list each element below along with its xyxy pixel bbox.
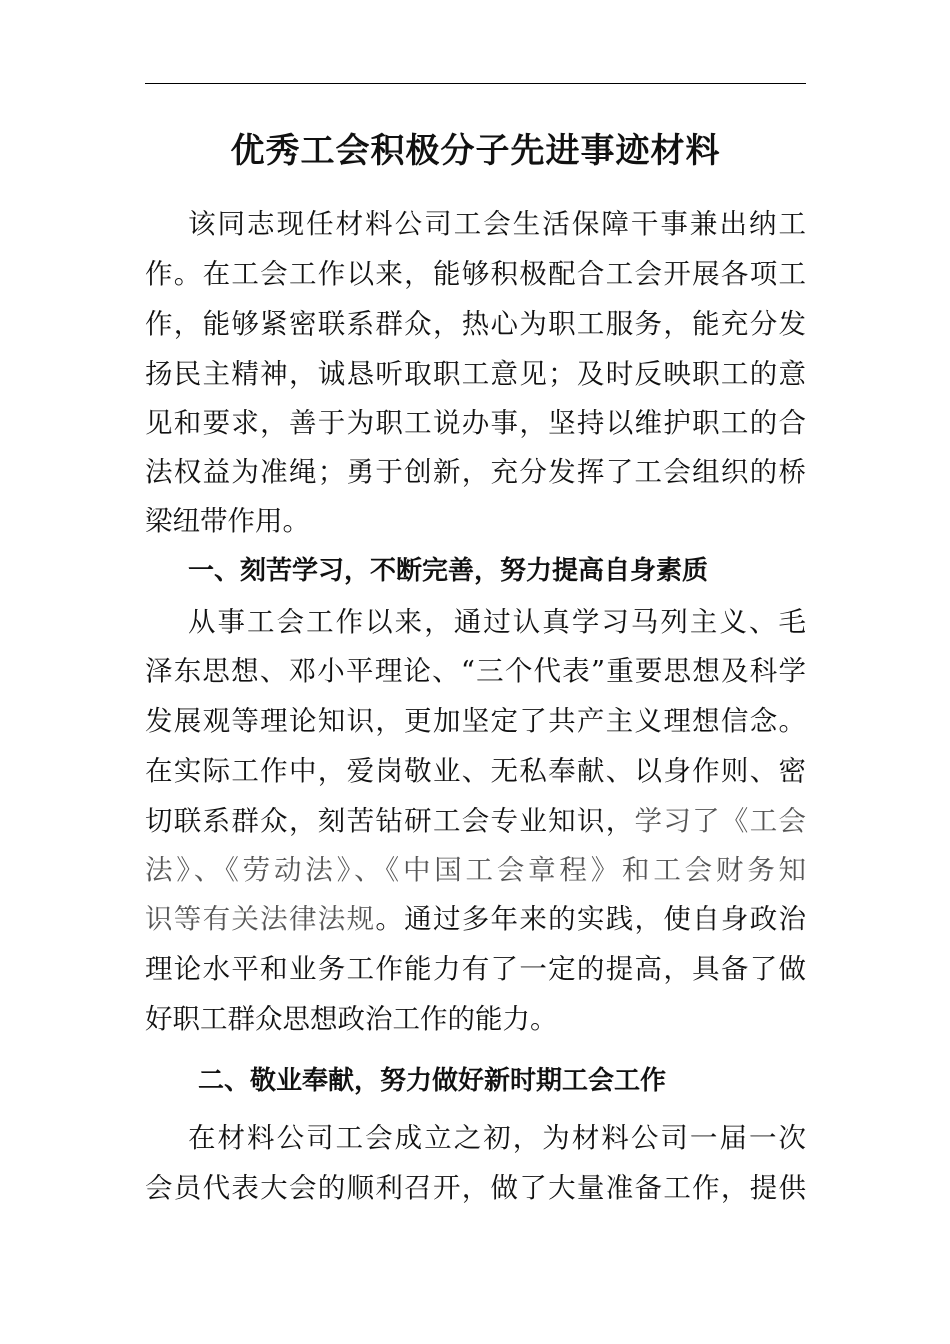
paragraph-1-line: 法权益为准绳；勇于创新，充分发挥了工会组织的桥 [145,456,806,488]
paragraph-1-line: 梁纽带作用。 [145,505,310,537]
paragraph-2-line: 泽东思想、邓小平理论、“三个代表”重要思想及科学 [145,655,806,687]
paragraph-3-line: 会员代表大会的顺利召开，做了大量准备工作，提供 [145,1172,806,1204]
paragraph-2-line: 从事工会工作以来，通过认真学习马列主义、毛 [188,606,806,638]
paragraph-2-line: 法》、《劳动法》、《中国工会章程》和工会财务知 [145,854,806,886]
paragraph-2-gray-text: 识等有关法律法规 [145,903,376,935]
section-heading-1: 一、刻苦学习，不断完善，努力提高自身素质 [188,556,709,586]
paragraph-2-line: 好职工群众思想政治工作的能力。 [145,1003,558,1035]
paragraph-2-text: 切联系群众，刻苦钻研工会专业知识， [145,805,635,837]
paragraph-2-text: 。通过多年来的实践，使自身政治 [375,903,806,935]
paragraph-2-line: 发展观等理论知识，更加坚定了共产主义理想信念。 [145,705,806,737]
paragraph-1-line: 扬民主精神，诚恳听取职工意见；及时反映职工的意 [145,358,806,390]
section-heading-2: 二、敬业奉献，努力做好新时期工会工作 [198,1066,667,1096]
document-title: 优秀工会积极分子先进事迹材料 [230,131,721,171]
paragraph-2-line [145,899,806,939]
paragraph-1-line: 作，能够紧密联系群众，热心为职工服务，能充分发 [145,308,806,340]
paragraph-2-line [145,801,806,841]
paragraph-1-line: 见和要求，善于为职工说办事，坚持以维护职工的合 [145,407,806,439]
paragraph-1-line: 作。在工会工作以来，能够积极配合工会开展各项工 [145,258,806,290]
paragraph-1-line: 该同志现任材料公司工会生活保障干事兼出纳工 [188,208,806,240]
paragraph-2-line: 理论水平和业务工作能力有了一定的提高，具备了做 [145,953,806,985]
paragraph-2-line: 在实际工作中，爱岗敬业、无私奉献、以身作则、密 [145,755,806,787]
paragraph-2-gray-text: 学习了《工会 [634,805,806,837]
header-rule [145,83,806,84]
paragraph-3-line: 在材料公司工会成立之初，为材料公司一届一次 [188,1122,806,1154]
